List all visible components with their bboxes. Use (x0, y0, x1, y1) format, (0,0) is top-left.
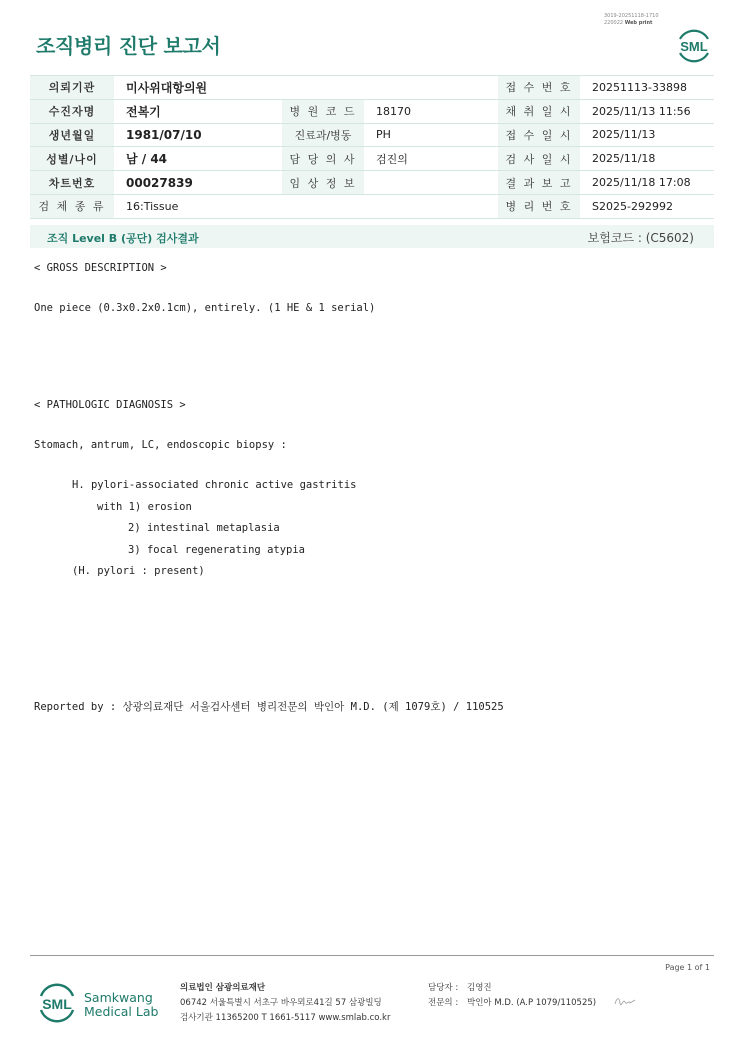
info-row (30, 123, 714, 147)
diagnosis-site: Stomach, antrum, LC, endoscopic biopsy : (34, 439, 287, 451)
info-label-specimen-type: 검 체 종 류 (30, 194, 114, 218)
report-title: 조직병리 진단 보고서 (36, 34, 221, 58)
info-row (30, 171, 714, 195)
print-meta-label: Web print (624, 19, 653, 26)
diagnosis-item-2: 2) intestinal metaplasia (128, 522, 280, 534)
org-address: 06742 서울특별시 서초구 바우뫼로41길 57 삼광빌딩 (180, 998, 382, 1008)
diagnosis-note: (H. pylori : present) (72, 565, 205, 577)
info-value-doctor: 검진의 (364, 147, 498, 171)
info-label-received-date: 접 수 일 시 (498, 123, 580, 147)
info-row (30, 194, 714, 218)
specialist-label: 전문의 : (428, 998, 459, 1008)
info-label-clinical-info: 임 상 정 보 (282, 171, 364, 195)
info-value-sex-age: 남 / 44 (114, 147, 282, 171)
info-label-sex-age: 성별/나이 (30, 147, 114, 171)
reported-by: Reported by : 상광의료재단 서울검사센터 병리전문의 박인아 M.D. (제 1079호) / 110525 (34, 701, 504, 713)
result-section-header (30, 225, 714, 248)
sml-logo-icon (674, 26, 714, 64)
info-label-collection-time: 채 취 일 시 (498, 99, 580, 123)
info-label-birth-date: 생년월일 (30, 123, 114, 147)
diagnosis-item-3: 3) focal regenerating atypia (128, 544, 306, 556)
info-value-pathology-no: S2025-292992 (580, 194, 714, 218)
staff-label: 담당자 : (428, 983, 459, 993)
info-row (30, 76, 714, 100)
staff-value: 김영진 (467, 983, 492, 993)
specialist-value: 박인아 M.D. (A.P 1079/110525) (467, 998, 597, 1008)
info-value-accession-no: 20251113-33898 (580, 76, 714, 100)
footer-organization (180, 981, 390, 1026)
org-contact: 검사기관 11365200 T 1661-5117 www.smlab.co.kr (180, 1013, 391, 1023)
signature-icon (614, 995, 636, 1007)
print-metadata (604, 13, 684, 26)
insurance-code: 보험코드 : (C5602) (587, 231, 694, 245)
info-value-hospital-code: 18170 (364, 99, 498, 123)
info-label-test-date: 검 사 일 시 (498, 147, 580, 171)
info-value-clinical-info (364, 171, 498, 195)
info-value-birth-date: 1981/07/10 (114, 123, 282, 147)
patient-info-table (30, 75, 714, 219)
result-section-title: 조직 Level B (공단) 검사결과 (47, 232, 199, 245)
diagnosis-main: H. pylori-associated chronic active gastritis (72, 479, 357, 491)
page-number: Page 1 of 1 (665, 963, 710, 972)
print-meta-code: 220022 (604, 19, 624, 26)
diagnosis-item-1: with 1) erosion (97, 501, 192, 513)
info-value-department: PH (364, 123, 498, 147)
footer-divider (30, 955, 714, 956)
info-value-chart-no: 00027839 (114, 171, 282, 195)
gross-description-header: < GROSS DESCRIPTION > (34, 262, 167, 274)
info-value-patient-name: 전복기 (114, 99, 282, 123)
brand-line-2: Medical Lab (84, 1004, 159, 1019)
info-value-requester: 미사위대항의원 (114, 76, 498, 100)
info-value-report-time: 2025/11/18 17:08 (580, 171, 714, 195)
sml-logo-text: SML (680, 39, 708, 54)
pathologic-diagnosis-header: < PATHOLOGIC DIAGNOSIS > (34, 399, 186, 411)
info-label-doctor: 담 당 의 사 (282, 147, 364, 171)
info-label-report-time: 결 과 보 고 (498, 171, 580, 195)
print-meta-line1: 3019-20251118-1710 (604, 13, 659, 19)
org-name: 의료법인 삼광의료재단 (180, 983, 266, 993)
info-label-pathology-no: 병 리 번 호 (498, 194, 580, 218)
info-value-collection-time: 2025/11/13 11:56 (580, 99, 714, 123)
sml-footer-logo-text: SML (42, 996, 72, 1012)
info-value-received-date: 2025/11/13 (580, 123, 714, 147)
footer-brand (84, 991, 158, 1019)
info-label-department: 진료과/병동 (282, 123, 364, 147)
info-row (30, 99, 714, 123)
info-row (30, 147, 714, 171)
gross-description-text: One piece (0.3x0.2x0.1cm), entirely. (1 HE & 1 serial) (34, 302, 376, 314)
info-label-hospital-code: 병 원 코 드 (282, 99, 364, 123)
info-value-specimen-type: 16:Tissue (114, 194, 498, 218)
info-label-chart-no: 차트번호 (30, 171, 114, 195)
info-label-accession-no: 접 수 번 호 (498, 76, 580, 100)
info-label-requester: 의뢰기관 (30, 76, 114, 100)
info-value-test-date: 2025/11/18 (580, 147, 714, 171)
sml-footer-logo-icon (37, 980, 77, 1026)
brand-line-1: Samkwang (84, 990, 153, 1005)
footer-staff (428, 981, 596, 1011)
print-meta-line2 (604, 20, 684, 27)
info-label-patient-name: 수진자명 (30, 99, 114, 123)
